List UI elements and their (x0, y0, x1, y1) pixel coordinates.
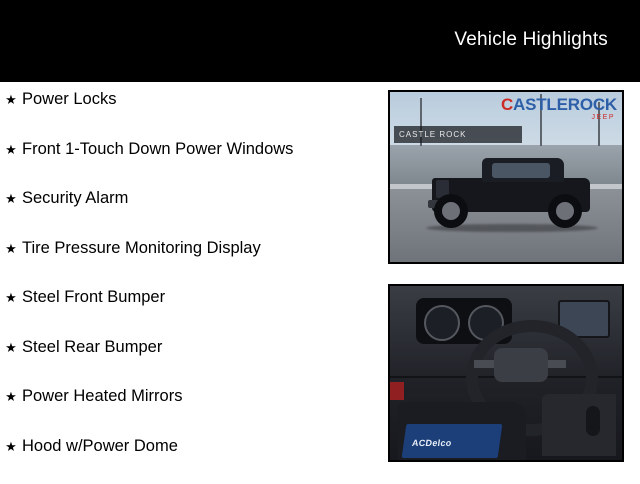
vehicle-illustration (426, 156, 596, 230)
dealer-logo-initial: C (501, 95, 513, 114)
feature-label: Power Locks (22, 88, 116, 110)
vehicle-interior-photo (388, 284, 624, 462)
feature-label: Tire Pressure Monitoring Display (22, 237, 261, 259)
vehicle-exterior-photo (388, 90, 624, 264)
star-icon: ★ (0, 138, 22, 161)
feature-label: Security Alarm (22, 187, 128, 209)
list-item (0, 88, 370, 138)
dealer-logo (501, 96, 617, 121)
list-item (0, 385, 370, 435)
floor-mat-text: ACDelco (411, 438, 452, 448)
door-trim (390, 382, 404, 400)
vehicle-front-wheel (434, 194, 468, 228)
list-item (0, 237, 370, 287)
feature-list (0, 88, 370, 484)
feature-label: Front 1-Touch Down Power Windows (22, 138, 293, 160)
speedometer-gauge (424, 305, 460, 341)
star-icon: ★ (0, 237, 22, 260)
dealer-logo-subtext: JEEP (501, 114, 615, 121)
list-item (0, 336, 370, 386)
feature-label: Hood w/Power Dome (22, 435, 178, 457)
vehicle-rear-wheel (548, 194, 582, 228)
gear-shifter (586, 406, 600, 436)
star-icon: ★ (0, 187, 22, 210)
dealer-logo-rest: ASTLEROCK (513, 95, 617, 114)
feature-label: Power Heated Mirrors (22, 385, 182, 407)
center-console (542, 394, 616, 456)
feature-label: Steel Front Bumper (22, 286, 165, 308)
list-item (0, 435, 370, 484)
page-title: Vehicle Highlights (454, 29, 608, 51)
star-icon: ★ (0, 435, 22, 458)
star-icon: ★ (0, 286, 22, 309)
list-item (0, 187, 370, 237)
star-icon: ★ (0, 336, 22, 359)
star-icon: ★ (0, 88, 22, 111)
steering-wheel-hub (494, 348, 548, 382)
dealership-banner (394, 126, 522, 143)
star-icon: ★ (0, 385, 22, 408)
vehicle-window (492, 163, 550, 178)
feature-label: Steel Rear Bumper (22, 336, 162, 358)
list-item (0, 138, 370, 188)
dealership-banner-text: CASTLE ROCK (394, 126, 522, 143)
dealer-logo-text (501, 96, 617, 113)
list-item (0, 286, 370, 336)
